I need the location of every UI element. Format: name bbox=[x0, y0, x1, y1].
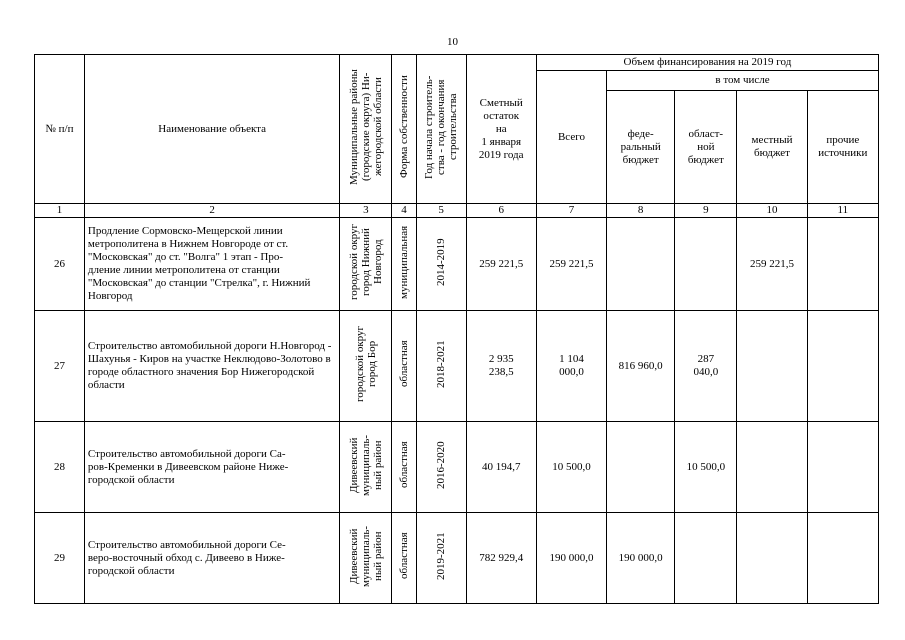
district: Дивеевский муниципаль- ный район bbox=[340, 422, 392, 513]
total: 10 500,0 bbox=[536, 422, 606, 513]
other-sources bbox=[807, 218, 878, 311]
estimated-balance: 782 929,4 bbox=[466, 513, 536, 604]
table-row bbox=[35, 513, 879, 604]
estimated-balance: 2 935 238,5 bbox=[466, 311, 536, 422]
header-district: Муниципальные районы (городские округа) Ни- жегородской области bbox=[340, 55, 392, 204]
other-sources bbox=[807, 513, 878, 604]
local-budget bbox=[737, 513, 807, 604]
header-years: Год начала строитель- ства - год окончания строительства bbox=[416, 55, 466, 204]
colnum: 3 bbox=[340, 204, 392, 218]
object-name: Строительство автомобильной дороги Се- веро-восточный обход с. Дивеево в Ниже- городской области bbox=[84, 513, 340, 604]
federal-budget bbox=[607, 218, 675, 311]
colnum: 2 bbox=[84, 204, 340, 218]
years: 2016-2020 bbox=[416, 422, 466, 513]
colnum: 11 bbox=[807, 204, 878, 218]
other-sources bbox=[807, 422, 878, 513]
years: 2019-2021 bbox=[416, 513, 466, 604]
table-row bbox=[35, 218, 879, 311]
years: 2014-2019 bbox=[416, 218, 466, 311]
page-number: 10 bbox=[447, 36, 458, 48]
estimated-balance: 259 221,5 bbox=[466, 218, 536, 311]
colnum: 10 bbox=[737, 204, 807, 218]
federal-budget bbox=[607, 422, 675, 513]
header-object-name: Наименование объекта bbox=[84, 55, 340, 204]
district: Дивеевский муниципаль- ный район bbox=[340, 513, 392, 604]
column-numbers-row bbox=[35, 204, 879, 218]
header-total: Всего bbox=[536, 71, 606, 204]
local-budget bbox=[737, 311, 807, 422]
object-name: Продление Сормовско-Мещерской линии метрополитена в Нижнем Новгороде от ст. "Московская" до ст. "Волга" 1 этап - Про- дление линии метрополитена от станции "Московская" до станции "Стрелка", г. Нижний Новгород bbox=[84, 218, 340, 311]
object-name: Строительство автомобильной дороги Са- ров-Кременки в Дивеевском районе Ниже- городской области bbox=[84, 422, 340, 513]
colnum: 8 bbox=[607, 204, 675, 218]
colnum: 4 bbox=[392, 204, 416, 218]
header-estimated-balance: Сметный остаток на 1 января 2019 года bbox=[466, 55, 536, 204]
federal-budget: 190 000,0 bbox=[607, 513, 675, 604]
row-number: 29 bbox=[35, 513, 85, 604]
district: городской округ город Нижний Новгород bbox=[340, 218, 392, 311]
row-number: 28 bbox=[35, 422, 85, 513]
table-row bbox=[35, 311, 879, 422]
total: 1 104 000,0 bbox=[536, 311, 606, 422]
object-name: Строительство автомобильной дороги Н.Новгород - Шахунья - Киров на участке Неклюдово-Золотово в городе областного значения Бор Нижегородской области bbox=[84, 311, 340, 422]
colnum: 1 bbox=[35, 204, 85, 218]
colnum: 9 bbox=[675, 204, 737, 218]
local-budget: 259 221,5 bbox=[737, 218, 807, 311]
colnum: 6 bbox=[466, 204, 536, 218]
colnum: 5 bbox=[416, 204, 466, 218]
header-local: местный бюджет bbox=[737, 91, 807, 204]
regional-budget: 10 500,0 bbox=[675, 422, 737, 513]
local-budget bbox=[737, 422, 807, 513]
estimated-balance: 40 194,7 bbox=[466, 422, 536, 513]
ownership: областная bbox=[392, 513, 416, 604]
colnum: 7 bbox=[536, 204, 606, 218]
years: 2018-2021 bbox=[416, 311, 466, 422]
ownership: областная bbox=[392, 422, 416, 513]
row-number: 27 bbox=[35, 311, 85, 422]
header-financing: Объем финансирования на 2019 год bbox=[536, 55, 878, 71]
federal-budget: 816 960,0 bbox=[607, 311, 675, 422]
table-row bbox=[35, 422, 879, 513]
header-regional: област- ной бюджет bbox=[675, 91, 737, 204]
regional-budget: 287 040,0 bbox=[675, 311, 737, 422]
regional-budget bbox=[675, 513, 737, 604]
regional-budget bbox=[675, 218, 737, 311]
row-number: 26 bbox=[35, 218, 85, 311]
ownership: областная bbox=[392, 311, 416, 422]
financing-table bbox=[34, 54, 879, 604]
header-ownership: Форма собственности bbox=[392, 55, 416, 204]
header-including: в том числе bbox=[607, 71, 879, 91]
total: 259 221,5 bbox=[536, 218, 606, 311]
ownership: муниципальная bbox=[392, 218, 416, 311]
header-number: № п/п bbox=[35, 55, 85, 204]
header-federal: феде- ральный бюджет bbox=[607, 91, 675, 204]
other-sources bbox=[807, 311, 878, 422]
district: городской округ город Бор bbox=[340, 311, 392, 422]
header-other: прочие источники bbox=[807, 91, 878, 204]
total: 190 000,0 bbox=[536, 513, 606, 604]
